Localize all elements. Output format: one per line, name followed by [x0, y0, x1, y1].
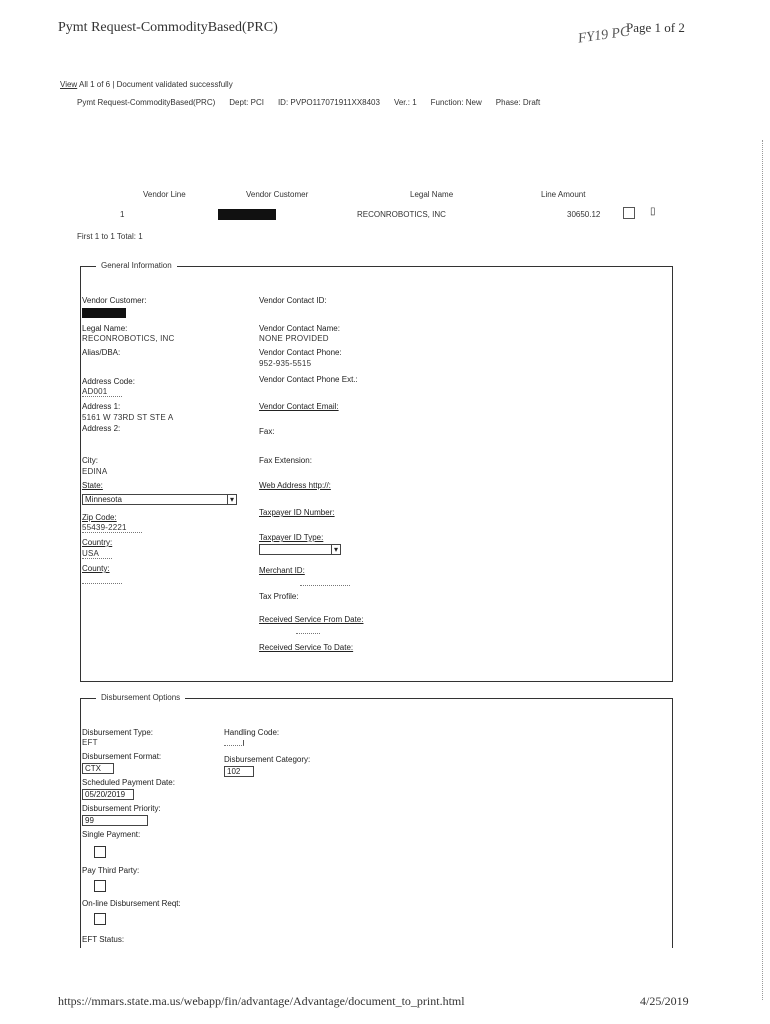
web-address-label: Web Address http://: [259, 481, 331, 490]
doc-function: Function: New [430, 98, 482, 107]
doc-dept: Dept: PCI [229, 98, 264, 107]
chevron-down-icon: ▾ [331, 545, 338, 554]
handling-code-label: Handling Code: [224, 728, 280, 737]
state-label: State: [82, 481, 103, 490]
taxpayer-id-type-label: Taxpayer ID Type: [259, 533, 324, 542]
online-disbursement-label: On-line Disbursement Reqt: [82, 899, 181, 908]
line-amount-cell: 30650.12 [567, 210, 601, 219]
delete-icon[interactable]: ▯ [650, 206, 656, 217]
country-value[interactable]: USA [82, 549, 112, 559]
vendor-contact-id-label: Vendor Contact ID: [259, 296, 327, 305]
county-label: County: [82, 564, 110, 573]
redacted-vendor-customer [218, 209, 276, 220]
pay-third-party-checkbox[interactable] [94, 880, 106, 892]
general-information-legend: General Information [96, 261, 177, 270]
vendor-line-cell: 1 [120, 210, 125, 219]
page-number: Page 1 of 2 [626, 20, 685, 35]
legal-name-cell: RECONROBOTICS, INC [357, 210, 446, 219]
scheduled-payment-date-label: Scheduled Payment Date: [82, 778, 175, 787]
legal-name-value: RECONROBOTICS, INC [82, 334, 175, 343]
legal-name-label: Legal Name: [82, 324, 128, 333]
table-pager: First 1 to 1 Total: 1 [77, 232, 143, 241]
address-code-label: Address Code: [82, 377, 135, 386]
fax-label: Fax: [259, 427, 275, 436]
disbursement-priority-label: Disbursement Priority: [82, 804, 161, 813]
zip-label: Zip Code: [82, 513, 117, 522]
doc-code: Pymt Request-CommodityBased(PRC) [77, 98, 216, 107]
vendor-contact-phone-label: Vendor Contact Phone: [259, 348, 342, 357]
document-id-line [77, 98, 667, 107]
received-to-label: Received Service To Date: [259, 643, 354, 652]
city-value: EDINA [82, 467, 108, 476]
received-from-label: Received Service From Date: [259, 615, 364, 624]
city-label: City: [82, 456, 98, 465]
address1-label: Address 1: [82, 402, 121, 411]
doc-version: Ver.: 1 [393, 98, 417, 107]
doc-id: ID: PVPO117071911XX8403 [277, 98, 380, 107]
vendor-contact-name-label: Vendor Contact Name: [259, 324, 340, 333]
vendor-customer-label: Vendor Customer: [82, 296, 147, 305]
col-header-line-amount: Line Amount [541, 190, 586, 199]
doc-phase: Phase: Draft [495, 98, 541, 107]
disbursement-format-field[interactable]: CTX [82, 763, 114, 774]
view-link[interactable]: View [60, 80, 78, 89]
address2-label: Address 2: [82, 424, 121, 433]
state-select-value: Minnesota [85, 495, 122, 504]
scheduled-payment-date-field[interactable]: 05/20/2019 [82, 789, 134, 800]
col-header-vendor-customer: Vendor Customer [246, 190, 309, 199]
pay-third-party-label: Pay Third Party: [82, 866, 140, 875]
received-from-field[interactable] [296, 628, 320, 634]
online-disbursement-checkbox[interactable] [94, 913, 106, 925]
vendor-contact-email-label: Vendor Contact Email: [259, 402, 339, 411]
info-status: All 1 of 6 | Document validated successfully [78, 80, 233, 89]
zip-value[interactable]: 55439-2221 [82, 523, 142, 533]
tax-profile-label: Tax Profile: [259, 592, 299, 601]
info-line [60, 80, 233, 89]
taxpayer-id-type-select[interactable] [259, 544, 341, 555]
footer-date: 4/25/2019 [640, 994, 689, 1008]
single-payment-checkbox[interactable] [94, 846, 106, 858]
general-information-section [80, 266, 673, 682]
chevron-down-icon: ▾ [227, 495, 234, 504]
disbursement-options-legend: Disbursement Options [96, 693, 185, 702]
page-title: Pymt Request-CommodityBased(PRC) [58, 20, 278, 35]
copy-icon[interactable] [623, 207, 635, 219]
merchant-id-field[interactable] [300, 582, 350, 586]
address1-value: 5161 W 73RD ST STE A [82, 413, 174, 422]
vendor-contact-name-value: NONE PROVIDED [259, 334, 329, 343]
scan-edge-line [762, 140, 763, 1000]
disbursement-type-label: Disbursement Type: [82, 728, 153, 737]
disbursement-category-field[interactable]: 102 [224, 766, 254, 777]
single-payment-label: Single Payment: [82, 830, 141, 839]
footer-url: https://mmars.state.ma.us/webapp/fin/advantage/Advantage/document_to_print.html [58, 994, 465, 1008]
col-header-legal-name: Legal Name [410, 190, 454, 199]
handling-code-field[interactable] [224, 740, 244, 746]
alias-label: Alias/DBA: [82, 348, 121, 357]
taxpayer-id-label: Taxpayer ID Number: [259, 508, 335, 517]
fax-extension-label: Fax Extension: [259, 456, 312, 465]
eft-status-label: EFT Status: [82, 935, 125, 944]
col-header-vendor-line: Vendor Line [143, 190, 186, 199]
redacted-vendor-customer-value [82, 308, 126, 318]
disbursement-options-section [80, 698, 673, 948]
disbursement-priority-field[interactable]: 99 [82, 815, 148, 826]
country-label: Country: [82, 538, 113, 547]
vendor-contact-phone-ext-label: Vendor Contact Phone Ext.: [259, 375, 358, 384]
disbursement-type-value: EFT [82, 738, 98, 747]
state-select[interactable] [82, 494, 237, 505]
merchant-id-label: Merchant ID: [259, 566, 305, 575]
address-code-value[interactable]: AD001 [82, 387, 122, 397]
handwritten-annotation: FY19 PC [577, 24, 631, 47]
county-field[interactable] [82, 578, 122, 584]
vendor-contact-phone-value: 952-935-5515 [259, 359, 312, 368]
disbursement-format-label: Disbursement Format: [82, 752, 162, 761]
disbursement-category-label: Disbursement Category: [224, 755, 311, 764]
